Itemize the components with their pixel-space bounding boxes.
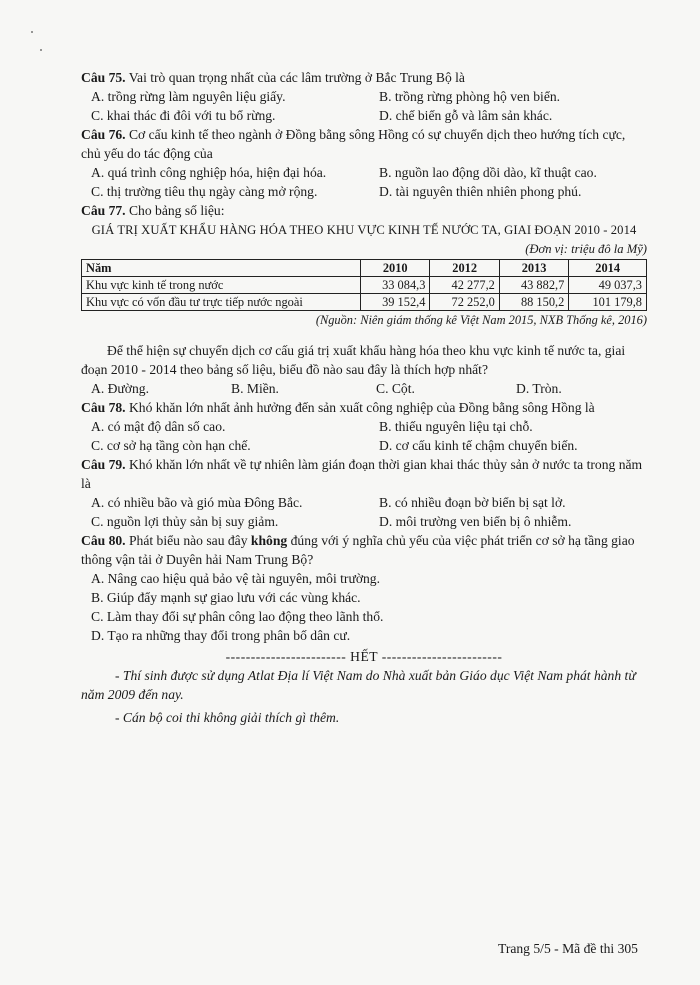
question-80 <box>81 531 647 645</box>
table-cell: Khu vực có vốn đầu tư trực tiếp nước ngoài <box>82 294 361 311</box>
table-cell: 101 179,8 <box>569 294 647 311</box>
option-c: C. Cột. <box>376 381 415 396</box>
question-label: Câu 75. <box>81 70 126 85</box>
table-cell: 88 150,2 <box>499 294 568 311</box>
scan-speck <box>31 31 33 33</box>
question-text: đúng với ý nghĩa chủ yếu của việc phát triển cơ sở hạ tầng giao thông vận tải ở Duyên hải Nam Trung Bộ? <box>81 533 635 567</box>
option-b: B. nguồn lao động dồi dào, kĩ thuật cao. <box>379 165 597 180</box>
page-footer: Trang 5/5 - Mã đề thi 305 <box>498 941 638 956</box>
question-text: Cơ cấu kinh tế theo ngành ở Đồng bằng sông Hồng có sự chuyển dịch theo hướng tích cực, chủ yếu do tác động của <box>81 127 626 161</box>
option-a: A. có nhiều bão và gió mùa Đông Bắc. <box>91 495 303 510</box>
question-text: Vai trò quan trọng nhất của các lâm trường ở Bắc Trung Bộ là <box>125 70 465 85</box>
table-cell: 33 084,3 <box>361 277 430 294</box>
table-cell: 39 152,4 <box>361 294 430 311</box>
export-value-table <box>81 259 647 311</box>
end-divider: ------------------------ HẾT ------------------------ <box>225 649 503 664</box>
option-a: A. Đường. <box>91 381 149 396</box>
option-a: A. có mật độ dân số cao. <box>91 419 226 434</box>
option-d: D. chế biến gỗ và lâm sản khác. <box>379 108 553 123</box>
table-row <box>82 277 647 294</box>
table-source: (Nguồn: Niên giám thống kê Việt Nam 2015, NXB Thống kê, 2016) <box>315 313 647 327</box>
question-label: Câu 76. <box>81 127 126 142</box>
option-a: A. trồng rừng làm nguyên liệu giấy. <box>91 89 286 104</box>
table-header-cell: 2010 <box>361 260 430 277</box>
table-header-cell: 2014 <box>569 260 647 277</box>
table-row <box>82 294 647 311</box>
question-77 <box>81 201 647 398</box>
table-cell: Khu vực kinh tế trong nước <box>82 277 361 294</box>
question-text: Khó khăn lớn nhất ảnh hưởng đến sản xuất công nghiệp của Đồng bằng sông Hồng là <box>125 400 595 415</box>
option-c: C. thị trường tiêu thụ ngày càng mở rộng. <box>91 184 318 199</box>
scan-speck <box>40 49 42 51</box>
table-unit: (Đơn vị: triệu đô la Mỹ) <box>525 242 647 256</box>
option-c: C. nguồn lợi thủy sản bị suy giảm. <box>91 514 279 529</box>
table-title: GIÁ TRỊ XUẤT KHẨU HÀNG HÓA THEO KHU VỰC KINH TẾ NƯỚC TA, GIAI ĐOẠN 2010 - 2014 <box>91 223 637 237</box>
question-78 <box>81 398 647 455</box>
option-b: B. thiếu nguyên liệu tại chỗ. <box>379 419 533 434</box>
table-cell: 42 277,2 <box>430 277 499 294</box>
option-a: A. quá trình công nghiệp hóa, hiện đại hóa. <box>91 165 327 180</box>
question-text: Phát biểu nào sau đây <box>125 533 251 548</box>
question-label: Câu 77. <box>81 203 126 218</box>
option-d: D. Tạo ra những thay đổi trong phân bố dân cư. <box>91 628 351 643</box>
option-d: D. tài nguyên thiên nhiên phong phú. <box>379 184 582 199</box>
option-b: B. có nhiều đoạn bờ biển bị sạt lở. <box>379 495 566 510</box>
table-cell: 43 882,7 <box>499 277 568 294</box>
option-d: D. Tròn. <box>516 381 562 396</box>
question-label: Câu 78. <box>81 400 126 415</box>
question-76 <box>81 125 647 201</box>
option-b: B. trồng rừng phòng hộ ven biển. <box>379 89 561 104</box>
question-text: Khó khăn lớn nhất về tự nhiên làm gián đoạn thời gian khai thác thủy sản ở nước ta trong năm là <box>81 457 643 491</box>
option-c: C. khai thác đi đôi với tu bổ rừng. <box>91 108 276 123</box>
option-c: C. cơ sở hạ tầng còn hạn chế. <box>91 438 251 453</box>
question-emphasis: không <box>250 533 288 548</box>
exam-content <box>81 68 647 727</box>
table-cell: 49 037,3 <box>569 277 647 294</box>
option-d: D. cơ cấu kinh tế chậm chuyển biến. <box>379 438 578 453</box>
option-b: B. Giúp đẩy mạnh sự giao lưu với các vùng khác. <box>91 590 361 605</box>
option-a: A. Nâng cao hiệu quả bảo vệ tài nguyên, môi trường. <box>91 571 380 586</box>
question-label: Câu 80. <box>81 533 126 548</box>
question-75 <box>81 68 647 125</box>
table-cell: 72 252,0 <box>430 294 499 311</box>
table-header-row <box>82 260 647 277</box>
question-label: Câu 79. <box>81 457 126 472</box>
option-d: D. môi trường ven biển bị ô nhiễm. <box>379 514 572 529</box>
table-header-cell: 2013 <box>499 260 568 277</box>
table-header-cell: Năm <box>82 260 361 277</box>
exam-note-proctor: - Cán bộ coi thi không giải thích gì thêm. <box>115 710 340 725</box>
question-79 <box>81 455 647 531</box>
question-prompt: Để thể hiện sự chuyển dịch cơ cấu giá trị xuất khẩu hàng hóa theo khu vực kinh tế nước ta, giai đoạn 2010 - 2014 theo bảng số liệu, biểu đồ nào sau đây là thích hợp nhất? <box>81 343 626 377</box>
table-header-cell: 2012 <box>430 260 499 277</box>
option-c: C. Làm thay đổi sự phân công lao động theo lãnh thổ. <box>91 609 384 624</box>
exam-note-atlas: - Thí sinh được sử dụng Atlat Địa lí Việt Nam do Nhà xuất bản Giáo dục Việt Nam phát hành từ năm 2009 đến nay. <box>81 668 636 702</box>
option-b: B. Miền. <box>231 381 279 396</box>
question-text: Cho bảng số liệu: <box>125 203 225 218</box>
